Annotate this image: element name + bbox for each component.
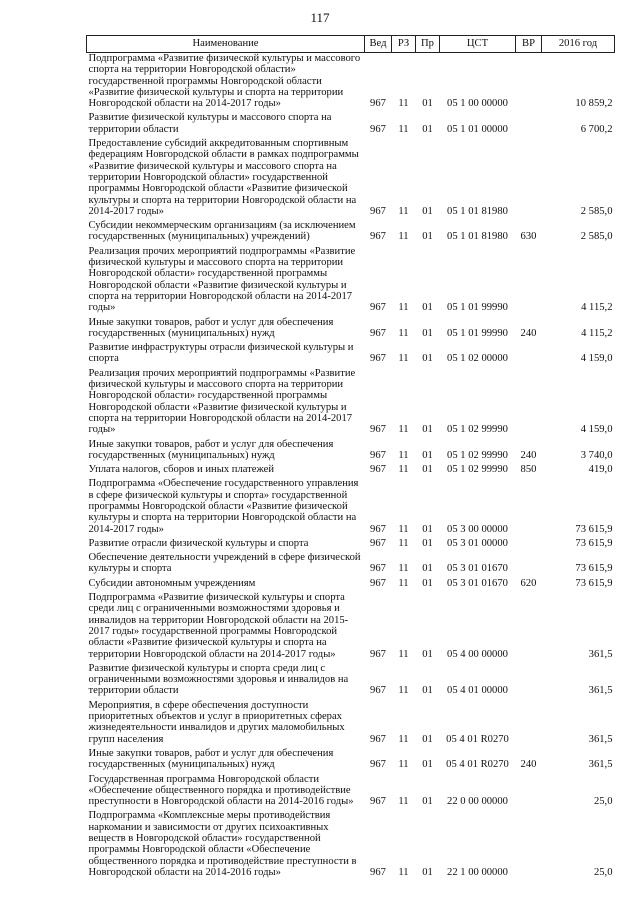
header-name: Наименование bbox=[87, 36, 365, 53]
row-ved: 967 bbox=[370, 685, 386, 697]
table-row bbox=[87, 342, 615, 368]
row-rz: 11 bbox=[398, 563, 409, 575]
row-vr: 240 bbox=[520, 327, 537, 339]
row-ved: 967 bbox=[370, 733, 386, 745]
row-amount: 3 740,0 bbox=[580, 449, 613, 461]
row-vr bbox=[516, 538, 542, 552]
row-name: Подпрограмма «Обеспечение государственного управления в сфере физической культуры и спорта» государственной программы Новгородской области «Развитие физической культуры и спорта на территории Новгородской области на 2014-2017 годы» bbox=[88, 478, 359, 535]
row-vr bbox=[516, 53, 542, 113]
row-pr: 01 bbox=[422, 759, 433, 771]
row-name: Уплата налогов, сборов и иных платежей bbox=[88, 464, 275, 476]
row-ved: 967 bbox=[370, 759, 386, 771]
row-rz: 11 bbox=[398, 449, 409, 461]
table-row bbox=[87, 464, 615, 478]
row-rz: 11 bbox=[398, 648, 409, 660]
row-ved: 967 bbox=[370, 353, 386, 365]
table-row bbox=[87, 592, 615, 663]
row-amount: 4 159,0 bbox=[580, 424, 613, 436]
row-vr bbox=[516, 663, 542, 700]
row-ved: 967 bbox=[370, 537, 386, 549]
row-name: Иные закупки товаров, работ и услуг для обеспечения государственных (муниципальных) нужд bbox=[88, 438, 334, 461]
row-pr: 01 bbox=[422, 424, 433, 436]
row-cst: 22 0 00 00000 bbox=[447, 796, 508, 808]
row-vr bbox=[516, 810, 542, 881]
row-amount: 73 615,9 bbox=[575, 523, 613, 535]
row-rz: 11 bbox=[398, 759, 409, 771]
row-rz: 11 bbox=[398, 866, 409, 878]
row-pr: 01 bbox=[422, 123, 433, 135]
header-rz: РЗ bbox=[392, 36, 416, 53]
row-pr: 01 bbox=[422, 796, 433, 808]
row-amount: 10 859,2 bbox=[575, 98, 613, 110]
row-amount: 73 615,9 bbox=[575, 577, 613, 589]
row-rz: 11 bbox=[398, 733, 409, 745]
row-rz: 11 bbox=[398, 205, 409, 217]
table-row bbox=[87, 138, 615, 220]
row-ved: 967 bbox=[370, 123, 386, 135]
row-cst: 05 1 02 99990 bbox=[447, 449, 508, 461]
row-ved: 967 bbox=[370, 449, 386, 461]
table-row bbox=[87, 774, 615, 811]
row-vr bbox=[516, 138, 542, 220]
row-vr: 240 bbox=[520, 759, 537, 771]
row-rz: 11 bbox=[398, 353, 409, 365]
table-header-row bbox=[87, 36, 615, 53]
row-cst: 05 1 00 00000 bbox=[447, 98, 508, 110]
row-cst: 05 4 00 00000 bbox=[447, 648, 508, 660]
row-pr: 01 bbox=[422, 523, 433, 535]
row-name: Обеспечение деятельности учреждений в сфере физической культуры и спорта bbox=[88, 552, 361, 575]
header-vr: ВР bbox=[516, 36, 542, 53]
row-cst: 05 3 00 00000 bbox=[447, 523, 508, 535]
row-rz: 11 bbox=[398, 424, 409, 436]
table-row bbox=[87, 246, 615, 317]
row-rz: 11 bbox=[398, 577, 409, 589]
row-ved: 967 bbox=[370, 866, 386, 878]
budget-table bbox=[86, 35, 615, 881]
row-amount: 4 115,2 bbox=[581, 302, 613, 314]
row-pr: 01 bbox=[422, 327, 433, 339]
table-row bbox=[87, 220, 615, 246]
row-rz: 11 bbox=[398, 302, 409, 314]
table-body bbox=[87, 53, 615, 882]
row-vr bbox=[516, 552, 542, 578]
row-name: Реализация прочих мероприятий подпрограммы «Развитие физической культуры и массового спорта на территории Новгородской области» государственной программы Новгородской области «Развитие физической культуры и спорта на территории Новгородской области на 2014-2017 годы» bbox=[88, 367, 356, 436]
table-row bbox=[87, 552, 615, 578]
row-name: Подпрограмма «Развитие физической культуры и массового спорта на территории Новгородской области» государственной программы Новгородской области «Развитие физической культуры и спорта на территории Новгородской области на 2014-2017 годы» bbox=[88, 53, 361, 110]
row-ved: 967 bbox=[370, 523, 386, 535]
table-row bbox=[87, 748, 615, 774]
row-amount: 361,5 bbox=[588, 733, 613, 745]
row-cst: 05 1 01 81980 bbox=[447, 231, 508, 243]
row-rz: 11 bbox=[398, 123, 409, 135]
row-amount: 419,0 bbox=[588, 464, 613, 476]
row-amount: 361,5 bbox=[588, 759, 613, 771]
row-rz: 11 bbox=[398, 98, 409, 110]
row-pr: 01 bbox=[422, 733, 433, 745]
row-ved: 967 bbox=[370, 205, 386, 217]
table-row bbox=[87, 700, 615, 748]
header-cst: ЦСТ bbox=[440, 36, 516, 53]
row-pr: 01 bbox=[422, 231, 433, 243]
row-pr: 01 bbox=[422, 353, 433, 365]
header-pr: Пр bbox=[416, 36, 440, 53]
row-amount: 2 585,0 bbox=[580, 205, 613, 217]
row-cst: 22 1 00 00000 bbox=[447, 866, 508, 878]
row-pr: 01 bbox=[422, 205, 433, 217]
row-ved: 967 bbox=[370, 231, 386, 243]
row-cst: 05 1 01 00000 bbox=[447, 123, 508, 135]
row-vr bbox=[516, 246, 542, 317]
row-name: Развитие физической культуры и спорта среди лиц с ограниченными возможностями здоровья и инвалидов на территории области bbox=[88, 662, 349, 697]
row-cst: 05 3 01 01670 bbox=[447, 563, 508, 575]
row-amount: 361,5 bbox=[588, 685, 613, 697]
row-pr: 01 bbox=[422, 577, 433, 589]
row-ved: 967 bbox=[370, 796, 386, 808]
row-vr: 630 bbox=[520, 231, 537, 243]
row-rz: 11 bbox=[398, 231, 409, 243]
row-name: Предоставление субсидий аккредитованным спортивным федерациям Новгородской области в рамках подпрограммы «Развитие физической культуры и массового спорта на территории Новгородской области» государственной программы Новгородской области «Развитие физической культуры и спорта на территории Новгородской области на 2014-2017 годы» bbox=[88, 138, 359, 217]
row-pr: 01 bbox=[422, 449, 433, 461]
row-name: Развитие отрасли физической культуры и спорта bbox=[88, 537, 309, 549]
row-cst: 05 4 01 R0270 bbox=[446, 733, 509, 745]
row-cst: 05 1 02 99990 bbox=[447, 464, 508, 476]
row-cst: 05 4 01 R0270 bbox=[446, 759, 509, 771]
row-pr: 01 bbox=[422, 648, 433, 660]
row-rz: 11 bbox=[398, 796, 409, 808]
row-name: Государственная программа Новгородской области «Обеспечение общественного порядка и противодействие преступности в Новгородской области на 2014-2016 годы» bbox=[88, 773, 354, 808]
row-vr bbox=[516, 368, 542, 439]
header-ved: Вед bbox=[365, 36, 392, 53]
table-row bbox=[87, 578, 615, 592]
table-row bbox=[87, 317, 615, 343]
row-rz: 11 bbox=[398, 523, 409, 535]
row-ved: 967 bbox=[370, 327, 386, 339]
row-ved: 967 bbox=[370, 464, 386, 476]
row-amount: 4 115,2 bbox=[581, 327, 613, 339]
row-rz: 11 bbox=[398, 327, 409, 339]
row-cst: 05 1 01 99990 bbox=[447, 302, 508, 314]
row-vr bbox=[516, 112, 542, 138]
row-ved: 967 bbox=[370, 577, 386, 589]
row-pr: 01 bbox=[422, 537, 433, 549]
row-name: Реализация прочих мероприятий подпрограммы «Развитие физической культуры и массового спорта на территории Новгородской области» государственной программы Новгородской области «Развитие физической культуры и спорта на территории Новгородской области на 2014-2017 годы» bbox=[88, 245, 356, 314]
row-name: Субсидии некоммерческим организациям (за исключением государственных (муниципальных) учреждений) bbox=[88, 220, 356, 243]
row-pr: 01 bbox=[422, 302, 433, 314]
row-name: Иные закупки товаров, работ и услуг для обеспечения государственных (муниципальных) нужд bbox=[88, 316, 334, 339]
row-vr: 850 bbox=[520, 464, 537, 476]
row-name: Иные закупки товаров, работ и услуг для обеспечения государственных (муниципальных) нужд bbox=[88, 747, 334, 771]
row-amount: 25,0 bbox=[593, 866, 613, 878]
header-year: 2016 год bbox=[542, 36, 615, 53]
table-row bbox=[87, 478, 615, 537]
row-pr: 01 bbox=[422, 464, 433, 476]
row-pr: 01 bbox=[422, 563, 433, 575]
row-name: Подпрограмма «Комплексные меры противодействия наркомании и зависимости от других психоактивных веществ в Новгородской области» государственной программы Новгородской области «Обеспечение общественного порядка и противодействие преступности в Новгородской области на 2014-2016 годы» bbox=[88, 810, 357, 878]
row-amount: 6 700,2 bbox=[580, 123, 613, 135]
row-pr: 01 bbox=[422, 685, 433, 697]
row-vr: 620 bbox=[520, 577, 537, 589]
row-cst: 05 3 01 00000 bbox=[447, 537, 508, 549]
row-cst: 05 1 01 99990 bbox=[447, 327, 508, 339]
row-cst: 05 1 02 00000 bbox=[447, 353, 508, 365]
row-name: Подпрограмма «Развитие физической культуры и спорта среди лиц с ограниченными возможностями здоровья и инвалидов на территории Новгородской области на 2015-2017 годы» государственной программы Новгородской области «Развитие физической культуры и спорта на территории Новгородской области на 2014-2017 годы» bbox=[88, 592, 349, 660]
table-row bbox=[87, 439, 615, 465]
row-rz: 11 bbox=[398, 464, 409, 476]
row-vr bbox=[516, 774, 542, 811]
row-ved: 967 bbox=[370, 563, 386, 575]
row-amount: 361,5 bbox=[588, 648, 613, 660]
row-cst: 05 1 02 99990 bbox=[447, 424, 508, 436]
row-ved: 967 bbox=[370, 302, 386, 314]
row-cst: 05 4 01 00000 bbox=[447, 685, 508, 697]
row-amount: 73 615,9 bbox=[575, 537, 613, 549]
table-row bbox=[87, 53, 615, 113]
page-number: 117 bbox=[310, 10, 330, 25]
row-pr: 01 bbox=[422, 866, 433, 878]
row-ved: 967 bbox=[370, 424, 386, 436]
row-vr: 240 bbox=[520, 449, 537, 461]
row-name: Развитие инфраструктуры отрасли физической культуры и спорта bbox=[88, 342, 354, 365]
row-ved: 967 bbox=[370, 648, 386, 660]
row-name: Развитие физической культуры и массового спорта на территории области bbox=[88, 112, 332, 135]
table-row bbox=[87, 112, 615, 138]
row-rz: 11 bbox=[398, 537, 409, 549]
table-row bbox=[87, 368, 615, 439]
row-vr bbox=[516, 342, 542, 368]
table-row bbox=[87, 663, 615, 700]
row-name: Субсидии автономным учреждениям bbox=[88, 577, 256, 589]
row-ved: 967 bbox=[370, 98, 386, 110]
table-row bbox=[87, 810, 615, 881]
row-cst: 05 3 01 01670 bbox=[447, 577, 508, 589]
row-amount: 25,0 bbox=[593, 796, 613, 808]
row-name: Мероприятия, в сфере обеспечения доступности приоритетных объектов и услуг в приоритетных сферах жизнедеятельности инвалидов и других маломобильных групп населения bbox=[88, 699, 345, 745]
table-row bbox=[87, 538, 615, 552]
row-vr bbox=[516, 700, 542, 748]
row-vr bbox=[516, 478, 542, 537]
row-amount: 4 159,0 bbox=[580, 353, 613, 365]
row-pr: 01 bbox=[422, 98, 433, 110]
row-rz: 11 bbox=[398, 685, 409, 697]
row-amount: 2 585,0 bbox=[580, 231, 613, 243]
row-vr bbox=[516, 592, 542, 663]
row-cst: 05 1 01 81980 bbox=[447, 205, 508, 217]
row-amount: 73 615,9 bbox=[575, 563, 613, 575]
